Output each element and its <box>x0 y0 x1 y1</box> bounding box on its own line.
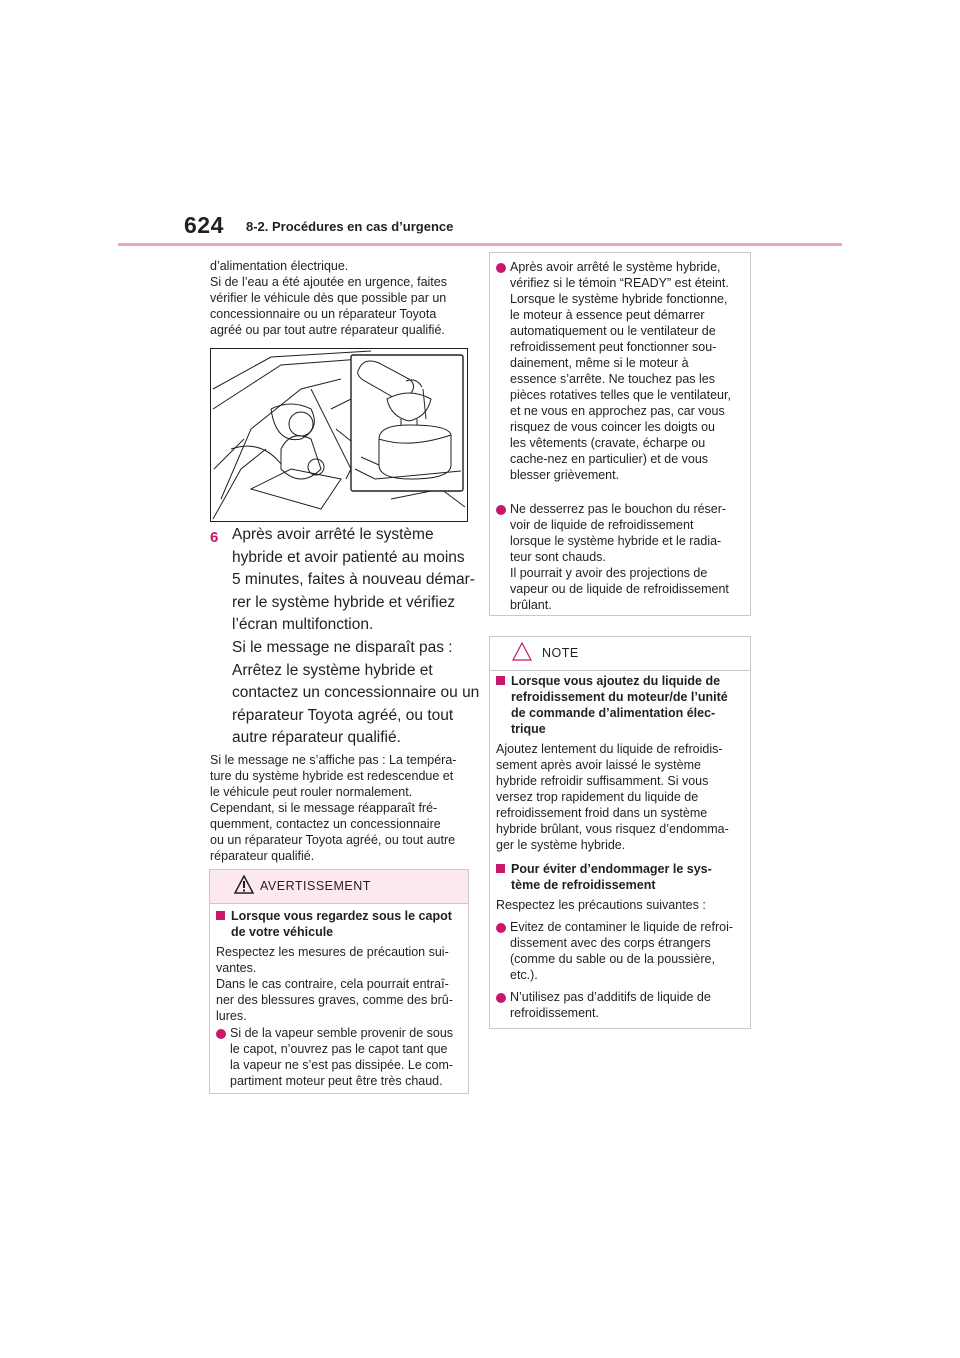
square-bullet-icon <box>496 676 505 685</box>
note-heading-cooling-system: Pour éviter d’endommager le sys- tème de refroidissement <box>496 861 712 893</box>
note-box-header <box>490 637 750 671</box>
square-bullet-icon <box>496 864 505 873</box>
section-title: 8-2. Procédures en cas d’urgence <box>246 219 454 234</box>
bullet-dot-icon <box>496 923 506 933</box>
warning-triangle-icon <box>234 875 254 895</box>
intro-paragraph: d’alimentation électrique. Si de l’eau a été ajoutée en urgence, faites vérifier le véhicule dès que possible par un concessionnaire ou un réparateur Toyota agréé ou par tout autre réparateur qualifié. <box>210 259 447 337</box>
page-number: 624 <box>184 212 224 238</box>
caution-triangle-icon <box>512 642 532 662</box>
note-body-coolant: Ajoutez lentement du liquide de refroidis- sement après avoir laissé le système hybride refroidir suffisamment. Si vous versez trop rapidement du liquide de refroidissement froid dans un système hybride brûlant, vous risquez d’endomma- ger le système hybride. <box>496 742 729 852</box>
bullet-dot-icon <box>496 505 506 515</box>
note-bullet-additives: N’utilisez pas d’additifs de liquide de refroidissement. <box>510 990 711 1020</box>
warning-heading: Lorsque vous regardez sous le capot de votre véhicule <box>216 908 452 940</box>
engine-illustration <box>210 348 468 522</box>
bullet-dot-icon <box>496 263 506 273</box>
note-body-precautions: Respectez les précautions suivantes : <box>496 898 706 912</box>
bullet-dot-icon <box>216 1029 226 1039</box>
square-bullet-icon <box>216 911 225 920</box>
message-note-paragraph: Si le message ne s’affiche pas : La tempéra- ture du système hybride est redescendue et le véhicule peut rouler normalement. Cependant, si le message réapparaît fré- quemment, contactez un concessionnaire ou un réparateur Toyota agréé, ou tout autre réparateur qualifié. <box>210 753 457 863</box>
note-heading-coolant: Lorsque vous ajoutez du liquide de refroidissement du moteur/de l’unité de commande d’alimentation élec- trique <box>496 673 728 737</box>
ready-indicator-bullet: Après avoir arrêté le système hybride, vérifiez si le témoin “READY” est éteint. Lorsque le système hybride fonctionne, le moteur à essence peut démarrer automatiquement ou le ventilateur de refroidissement peut fonctionner sou- dainement, même si le moteur à essence s’arrête. Ne touchez pas les pièces rotatives telles que le ventilateur, et ne vous en approchez pas, car vous risquez de vous coincer les doigts ou les vêtements (cravate, écharpe ou cache-nez en particulier) et de vous blesser grièvement. <box>510 260 731 482</box>
warning-body: Respectez les mesures de précaution sui- vantes. Dans le cas contraire, cela pourrait entraî- ner des blessures graves, comme des brû- lures. <box>216 945 453 1023</box>
note-title: NOTE <box>542 646 579 660</box>
coolant-refill-drawing <box>211 349 467 521</box>
warning-bullet: Si de la vapeur semble provenir de sous le capot, n’ouvrez pas le capot tant que la vapeur ne s’est pas dissipée. Le com- partiment moteur peut être très chaud. <box>230 1026 454 1088</box>
warning-title: AVERTISSEMENT <box>260 879 371 893</box>
warning-box-header <box>210 870 468 904</box>
step-text: Après avoir arrêté le système hybride et avoir patienté au moins 5 minutes, faites à nouveau démar- rer le système hybride et vérifiez l’écran multifonction. Si le message ne disparaît pas : Arrêtez le système hybride et contactez un concessionnaire ou un réparateur Toyota agréé, ou tout autre réparateur qualifié. <box>232 526 480 747</box>
reservoir-cap-bullet: Ne desserrez pas le bouchon du réser- voir de liquide de refroidissement lorsque le système hybride et le radia- teur sont chauds. Il pourrait y avoir des projections de vapeur ou de liquide de refroidissement brûlant. <box>510 502 729 612</box>
note-bullet-contamination: Evitez de contaminer le liquide de refroi- dissement avec des corps étrangers (comme du sable ou de la poussière, etc.). <box>510 920 734 982</box>
step-number: 6 <box>210 529 219 546</box>
warning-box-continued <box>489 252 751 616</box>
note-box <box>489 636 751 1029</box>
header-rule <box>118 243 842 246</box>
bullet-dot-icon <box>496 993 506 1003</box>
warning-box <box>209 869 469 1094</box>
